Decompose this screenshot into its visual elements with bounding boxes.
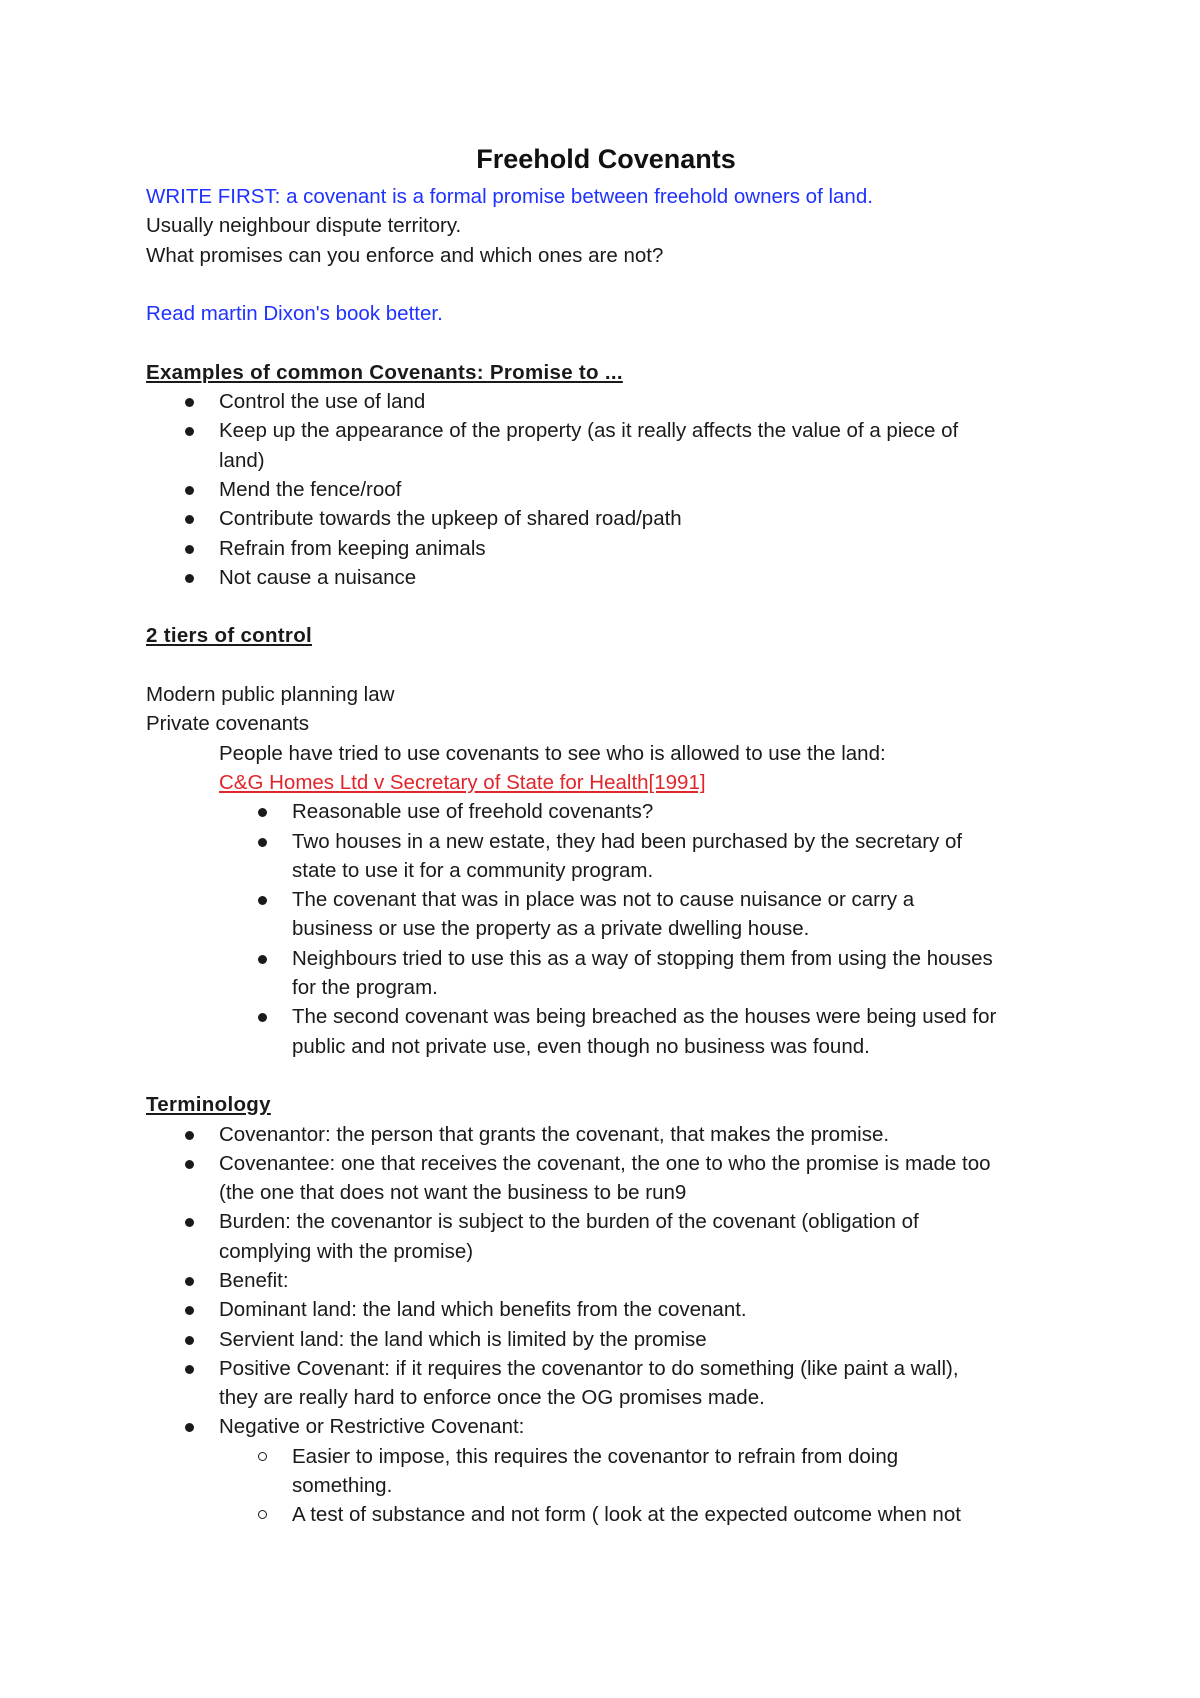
document-content xyxy=(146,140,1066,1530)
intro-line: Usually neighbour dispute territory. xyxy=(146,214,462,238)
bullet-icon xyxy=(185,1336,194,1345)
list-item: Not cause a nuisance xyxy=(219,563,1066,592)
bullet-icon xyxy=(185,1365,194,1374)
blank-line xyxy=(146,651,1066,680)
bullet-icon xyxy=(258,808,267,817)
bullet-icon xyxy=(258,1013,267,1022)
list-item: Reasonable use of freehold covenants? xyxy=(292,797,1066,826)
list-item: Positive Covenant: if it requires the covenantor to do something (like paint a wall), they are really hard to enforce once the OG promises made. xyxy=(219,1354,1066,1413)
hollow-bullet-icon xyxy=(258,1510,267,1519)
terminology-list xyxy=(146,1120,1066,1530)
list-item: Two houses in a new estate, they had been purchased by the secretary of state to use it for a community program. xyxy=(292,827,1066,886)
list-item: Benefit: xyxy=(219,1266,1066,1295)
list-item: Refrain from keeping animals xyxy=(219,534,1066,563)
examples-list xyxy=(146,387,1066,592)
bullet-icon xyxy=(185,1218,194,1227)
list-item: Servient land: the land which is limited by the promise xyxy=(219,1325,1066,1354)
list-item: Negative or Restrictive Covenant: Easier to impose, this requires the covenantor to refrain from doing something. A test of substance and not form ( look at the expected outcome when not xyxy=(219,1412,1066,1529)
bullet-icon xyxy=(185,1131,194,1140)
people-line: People have tried to use covenants to see who is allowed to use the land: xyxy=(219,741,886,765)
list-item: Keep up the appearance of the property (as it really affects the value of a piece of land) xyxy=(219,416,1066,475)
bullet-icon xyxy=(185,398,194,407)
page-title: Freehold Covenants xyxy=(476,144,736,174)
list-item: Covenantor: the person that grants the covenant, that makes the promise. xyxy=(219,1120,1066,1149)
list-item: Covenantee: one that receives the covenant, the one to who the promise is made too (the one that does not want the business to be run9 xyxy=(219,1149,1066,1208)
examples-heading: Examples of common Covenants: Promise to ... xyxy=(146,360,623,384)
list-item: The second covenant was being breached as the houses were being used for public and not private use, even though no business was found. xyxy=(292,1002,1066,1061)
list-item: Burden: the covenantor is subject to the burden of the covenant (obligation of complying with the promise) xyxy=(219,1207,1066,1266)
tier-public-planning: Modern public planning law xyxy=(146,683,395,707)
list-item: Dominant land: the land which benefits from the covenant. xyxy=(219,1295,1066,1324)
blank-line xyxy=(146,328,1066,357)
blank-line xyxy=(146,1061,1066,1090)
bullet-icon xyxy=(185,486,194,495)
hollow-bullet-icon xyxy=(258,1452,267,1461)
bullet-icon xyxy=(185,574,194,583)
list-item: Neighbours tried to use this as a way of stopping them from using the houses for the program. xyxy=(292,944,1066,1003)
restrictive-sub-list xyxy=(219,1442,1066,1530)
bullet-icon xyxy=(185,545,194,554)
case-link[interactable]: C&G Homes Ltd v Secretary of State for Health[1991] xyxy=(219,770,706,794)
list-item: Control the use of land xyxy=(219,387,1066,416)
tiers-heading: 2 tiers of control xyxy=(146,624,313,648)
bullet-icon xyxy=(185,515,194,524)
write-first-note: WRITE FIRST: a covenant is a formal promise between freehold owners of land. xyxy=(146,185,873,208)
list-item: A test of substance and not form ( look at the expected outcome when not xyxy=(292,1500,1066,1529)
bullet-icon xyxy=(185,1306,194,1315)
bullet-icon xyxy=(185,1423,194,1432)
bullet-icon xyxy=(258,955,267,964)
blank-line xyxy=(146,270,1066,299)
list-item: The covenant that was in place was not to cause nuisance or carry a business or use the property as a private dwelling house. xyxy=(292,885,1066,944)
list-item: Contribute towards the upkeep of shared road/path xyxy=(219,504,1066,533)
intro-question: What promises can you enforce and which ones are not? xyxy=(146,243,664,267)
list-item: Mend the fence/roof xyxy=(219,475,1066,504)
bullet-icon xyxy=(185,1277,194,1286)
blank-line xyxy=(146,592,1066,621)
tier-private-covenants: Private covenants xyxy=(146,712,309,736)
bullet-icon xyxy=(185,1160,194,1169)
bullet-icon xyxy=(258,838,267,847)
bullet-icon xyxy=(258,896,267,905)
bullet-icon xyxy=(185,427,194,436)
read-note: Read martin Dixon's book better. xyxy=(146,302,443,326)
list-item: Easier to impose, this requires the covenantor to refrain from doing something. xyxy=(292,1442,1066,1501)
case-points-list xyxy=(146,797,1066,1061)
case-link-row xyxy=(146,768,1066,797)
terminology-heading: Terminology xyxy=(146,1093,271,1117)
